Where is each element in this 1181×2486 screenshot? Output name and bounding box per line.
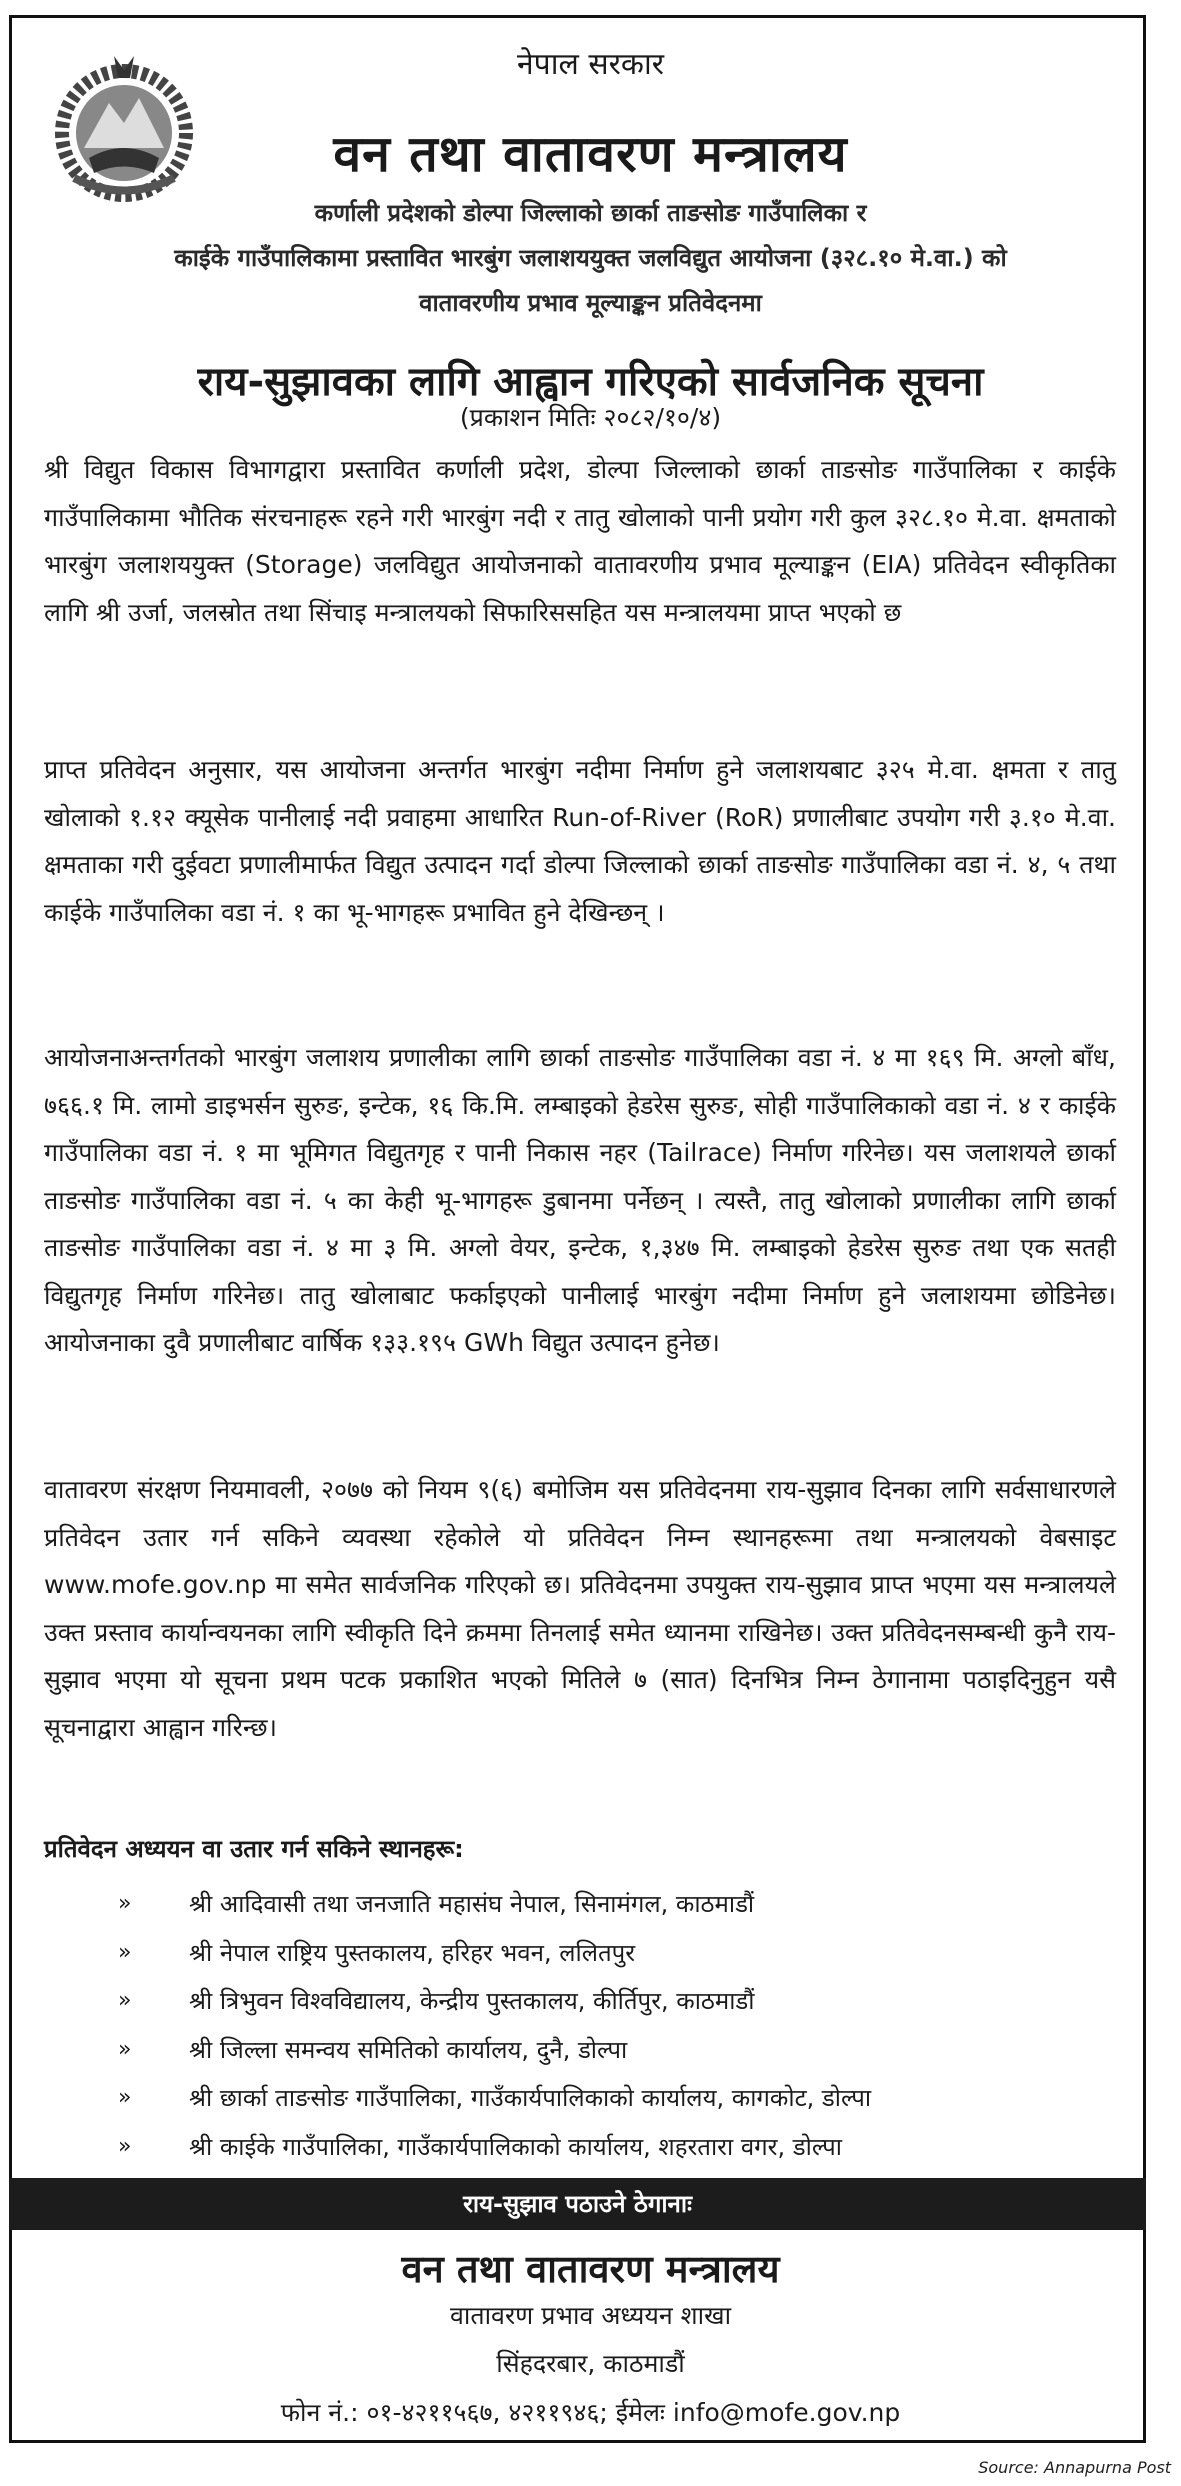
- address-section-bar: राय-सुझाव पठाउने ठेगानाः: [9, 2178, 1146, 2230]
- ministry-title: वन तथा वातावरण मन्त्रालय: [333, 125, 848, 183]
- source-credit: Source: Annapurna Post: [978, 2458, 1171, 2477]
- list-item: [44, 2074, 1104, 2123]
- footer-ministry: वन तथा वातावरण मन्त्रालय: [401, 2247, 780, 2291]
- bullet-icon: »: [118, 2036, 132, 2062]
- list-item: [44, 2123, 1104, 2172]
- paragraph-proposal: श्री विद्युत विकास विभागद्वारा प्रस्तावित कर्णाली प्रदेश, डोल्पा जिल्लाको छार्का ताङसोङ गाउँपालिका र काईके गाउँपालिकामा भौतिक संरचनाहरू रहने गरी भारबुंग नदी र तातु खोलाको पानी प्रयोग गरी कुल ३२८.१० मे.वा. क्षमताको भारबुंग जलाशययुक्त (Storage) जलविद्युत आयोजनाको वातावरणीय प्रभाव मूल्याङ्कन (EIA) प्रतिवेदन स्वीकृतिका लागि श्री उर्जा, जलस्रोत तथा सिंचाइ मन्त्रालयको सिफारिससहित यस मन्त्रालयमा प्राप्त भएको छ: [44, 455, 1116, 627]
- list-item: [44, 1977, 1104, 2026]
- subtitle-line: कर्णाली प्रदेशको डोल्पा जिल्लाको छार्का ताङसोङ गाउँपालिका र: [314, 199, 867, 227]
- location-text: श्री नेपाल राष्ट्रिय पुस्तकालय, हरिहर भवन, ललितपुर: [189, 1938, 636, 1967]
- location-text: श्री जिल्ला समन्वय समितिको कार्यालय, दुनै, डोल्पा: [189, 2035, 628, 2064]
- subtitle-line: काईके गाउँपालिकामा प्रस्तावित भारबुंग जलाशययुक्त जलविद्युत आयोजना (३२८.१० मे.वा.) को: [174, 244, 1007, 272]
- bullet-icon: »: [118, 1939, 132, 1965]
- locations-heading: प्रतिवेदन अध्ययन वा उतार गर्न सकिने स्थानहरू:: [44, 1835, 464, 1863]
- list-item: [44, 2026, 1104, 2075]
- bullet-icon: »: [118, 2085, 132, 2110]
- paragraph-report-findings: प्राप्त प्रतिवेदन अनुसार, यस आयोजना अन्तर्गत भारबुंग नदीमा निर्माण हुने जलाशयबाट ३२५ मे.वा. क्षमता र तातु खोलाको १.१२ क्यूसेक पानीलाई नदी प्रवाहमा आधारित Run-of-River (RoR) प्रणालीबाट उपयोग गरी ३.१० मे.वा. क्षमताका गरी दुईवटा प्रणालीमार्फत विद्युत उत्पादन गर्दा डोल्पा जिल्लाको छार्का ताङसोङ गाउँपालिका वडा नं. ४, ५ तथा काईके गाउँपालिका वडा नं. १ का भू-भागहरू प्रभावित हुने देखिन्छन् ।: [44, 755, 1116, 927]
- government-label: नेपाल सरकार: [517, 47, 664, 82]
- location-text: श्री काईके गाउँपालिका, गाउँकार्यपालिकाको कार्यालय, शहरतारा वगर, डोल्पा: [189, 2132, 842, 2161]
- bullet-icon: »: [118, 2133, 132, 2159]
- paragraph-project-structures: आयोजनाअन्तर्गतको भारबुंग जलाशय प्रणालीका लागि छार्का ताङसोङ गाउँपालिका वडा नं. ४ मा १६९ मि. अग्लो बाँध, ७६६.१ मि. लामो डाइभर्सन सुरुङ, इन्टेक, १६ कि.मि. लम्बाइको हेडरेस सुरुङ, सोही गाउँपालिकाको वडा नं. ४ र काईके गाउँपालिका वडा नं. १ मा भूमिगत विद्युतगृह र पानी निकास नहर (Tailrace) निर्माण गरिनेछ। यस जलाशयले छार्का ताङसोङ गाउँपालिका वडा नं. ५ का केही भू-भागहरू डुबानमा पर्नेछन् । त्यस्तै, तातु खोलाको प्रणालीका लागि छार्का ताङसोङ गाउँपालिका वडा नं. ४ मा ३ मि. अग्लो वेयर, इन्टेक, १,३४७ मि. लम्बाइको हेडरेस सुरुङ तथा एक सतही विद्युतगृह निर्माण गरिनेछ। तातु खोलाबाट फर्काइएको पानीलाई भारबुंग नदीमा निर्माण हुने जलाशयमा छोडिनेछ। आयोजनाका दुवै प्रणालीबाट वार्षिक १३३.१९५ GWh विद्युत उत्पादन हुनेछ।: [44, 1043, 1116, 1357]
- footer-branch: वातावरण प्रभाव अध्ययन शाखा: [449, 2301, 732, 2330]
- list-item: [44, 1929, 1104, 1978]
- footer-address: सिंहदरबार, काठमाडौं: [496, 2349, 685, 2378]
- paragraph-call-for-comments: वातावरण संरक्षण नियमावली, २०७७ को नियम ९(६) बमोजिम यस प्रतिवेदनमा राय-सुझाव दिनका लागि सर्वसाधारणले प्रतिवेदन उतार गर्न सकिने व्यवस्था रहेकोले यो प्रतिवेदन निम्न स्थानहरूमा तथा मन्त्रालयको वेबसाइट www.mofe.gov.np मा समेत सार्वजनिक गरिएको छ। प्रतिवेदनमा उपयुक्त राय-सुझाव प्राप्त भएमा यस मन्त्रालयले उक्त प्रस्ताव कार्यान्वयनका लागि स्वीकृति दिने क्रममा तिनलाई समेत ध्यानमा राखिनेछ। उक्त प्रतिवेदनसम्बन्धी कुनै राय-सुझाव भएमा यो सूचना प्रथम पटक प्रकाशित भएको मितिले ७ (सात) दिनभित्र निम्न ठेगानामा पठाइदिनुहुन यसै सूचनाद्वारा आह्वान गरिन्छ।: [44, 1475, 1116, 1742]
- bullet-icon: »: [118, 1988, 132, 2013]
- bullet-icon: »: [118, 1891, 132, 1916]
- footer-contact: फोन नं.: ०१-४२११५६७, ४२११९४६; ईमेलः info@mofe.gov.np: [280, 2398, 901, 2427]
- notice-title: राय-सुझावका लागि आह्वान गरिएको सार्वजनिक सूचना: [197, 359, 984, 405]
- publication-date: (प्रकाशन मितिः २०८२/१०/४): [459, 403, 722, 432]
- location-text: श्री त्रिभुवन विश्वविद्यालय, केन्द्रीय पुस्तकालय, कीर्तिपुर, काठमाडौं: [189, 1987, 755, 2015]
- subtitle-line: वातावरणीय प्रभाव मूल्याङ्कन प्रतिवेदनमा: [419, 289, 762, 317]
- locations-list: [44, 1880, 1104, 2171]
- list-item: [44, 1880, 1104, 1929]
- location-text: श्री छार्का ताङसोङ गाउँपालिका, गाउँकार्यपालिकाको कार्यालय, कागकोट, डोल्पा: [189, 2084, 872, 2112]
- location-text: श्री आदिवासी तथा जनजाति महासंघ नेपाल, सिनामंगल, काठमाडौं: [189, 1890, 755, 1918]
